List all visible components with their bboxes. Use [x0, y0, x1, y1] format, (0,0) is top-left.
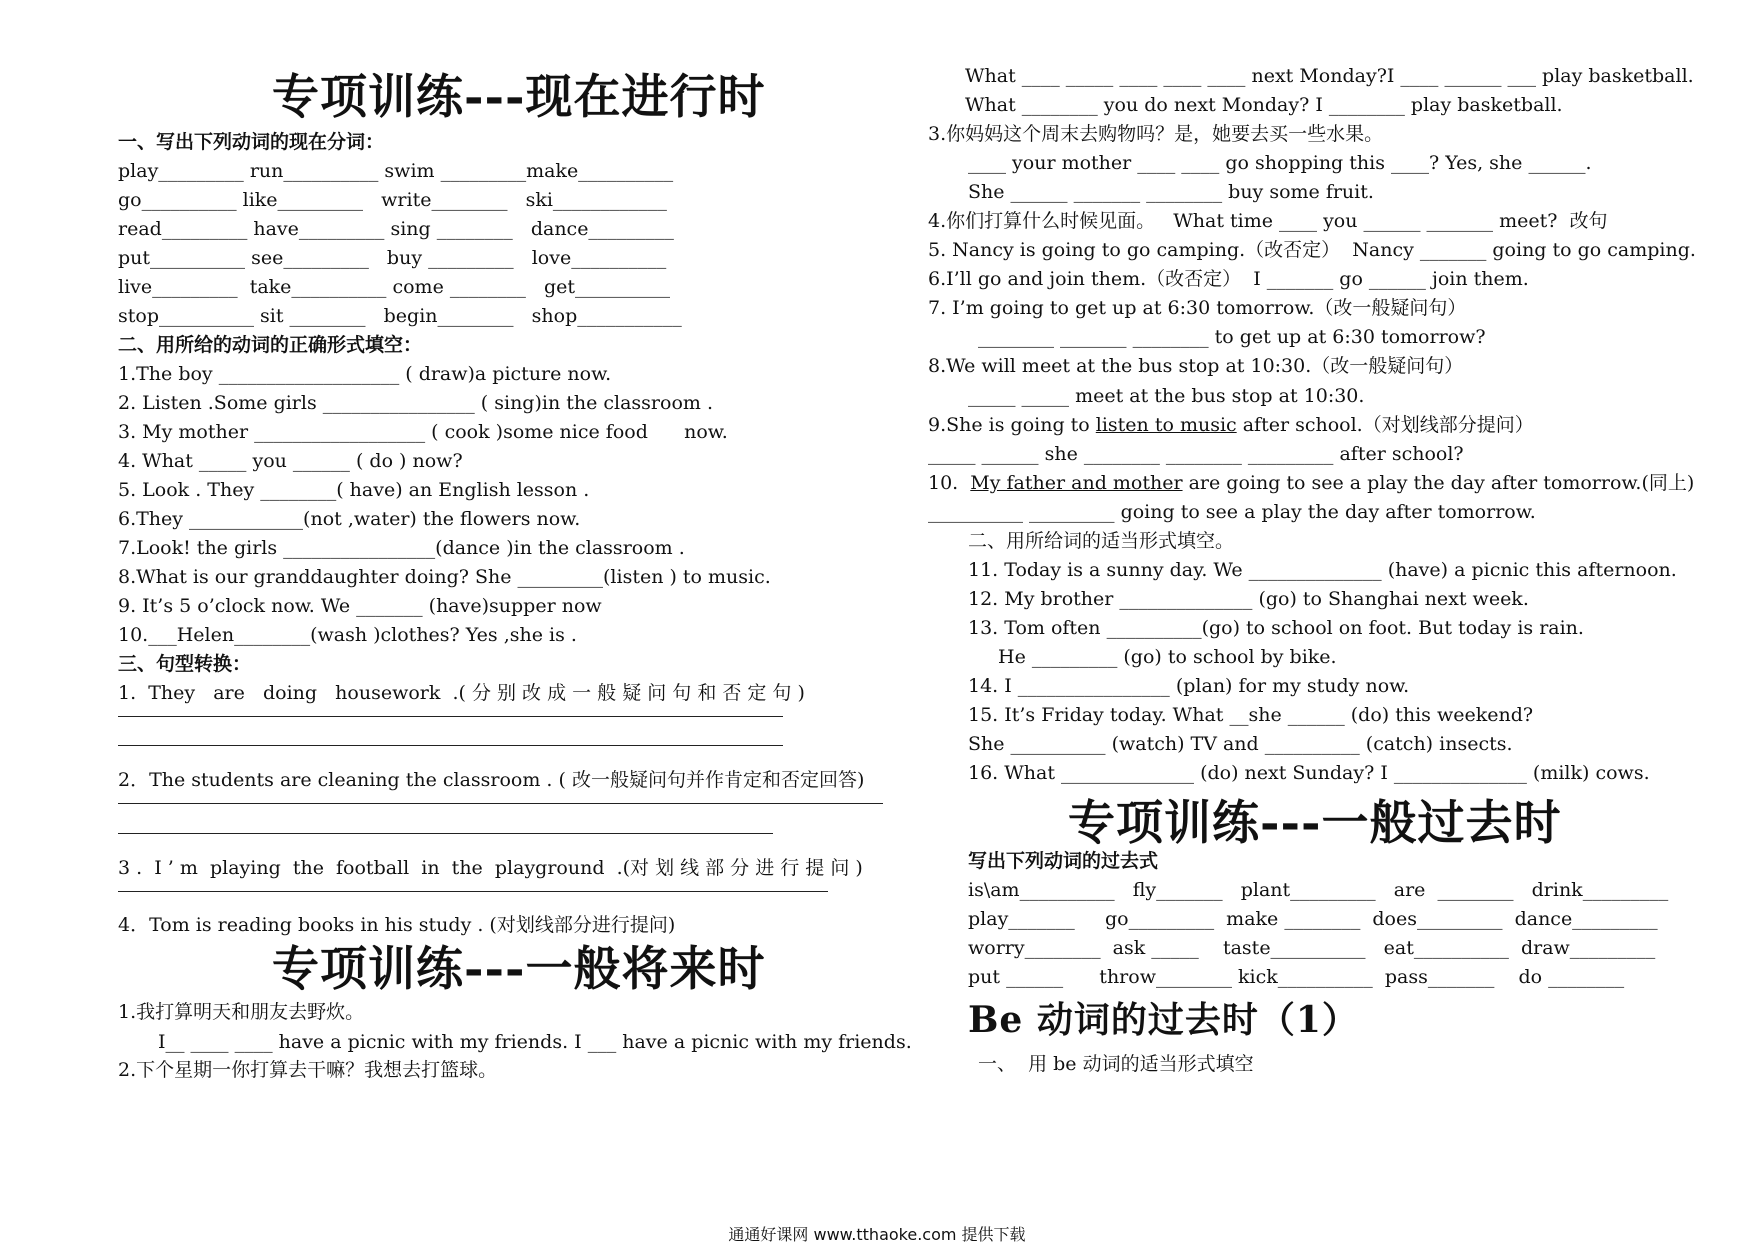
exercise-item: 8.We will meet at the bus stop at 10:30.（改一般疑问句） — [928, 355, 1464, 377]
verb-row: stop__________ sit ________ begin________ shop___________ — [118, 305, 682, 327]
transform-question: 3 . I ’ m playing the football in the playground .(对 划 线 部 分 进 行 提 问 ) — [118, 857, 863, 879]
verb-row: read_________ have_________ sing ________ dance_________ — [118, 218, 674, 240]
exercise-item: 9.She is going to listen to music after school.（对划线部分提问） — [928, 414, 1534, 436]
exercise-item: What ________ you do next Monday? I ________ play basketball. — [965, 94, 1563, 116]
transform-question: 2．The students are cleaning the classroom . ( 改一般疑问句并作肯定和否定回答) — [118, 769, 865, 791]
exercise-item: 12. My brother ______________ (go) to Shanghai next week. — [968, 588, 1529, 610]
verb-row: go__________ like_________ write________ ski____________ — [118, 189, 667, 211]
exercise-item: 1.The boy ___________________ ( draw)a picture now. — [118, 363, 612, 385]
exercise-item: 2. Listen .Some girls ________________ ( sing)in the classroom . — [118, 392, 713, 414]
exercise-item: _____ _____ meet at the bus stop at 10:30. — [968, 385, 1365, 407]
exercise-item: 14. I ________________ (plan) for my study now. — [968, 675, 1410, 697]
exercise-item: 10. My father and mother are going to see a play the day after tomorrow.(同上) — [928, 472, 1695, 494]
exercise-item: She ______ _______ ________ buy some fruit. — [968, 181, 1374, 203]
footer-credit: 通通好课网 www.tthaoke.com 提供下载 — [728, 1225, 1026, 1244]
exercise-item: I__ ____ ____ have a picnic with my friends. I ___ have a picnic with my friends. — [158, 1031, 912, 1053]
exercise-item: 2.下个星期一你打算去干嘛？我想去打篮球。 — [118, 1059, 498, 1081]
section-3-heading: 三、句型转换： — [118, 653, 252, 675]
title-simple-future: 专项训练---一般将来时 — [272, 942, 766, 997]
exercise-item: 6.I’ll go and join them.（改否定） I _______ go ______ join them. — [928, 268, 1529, 290]
exercise-item: 8.What is our granddaughter doing? She _________(listen ) to music. — [118, 566, 771, 588]
title-simple-past: 专项训练---一般过去时 — [1068, 796, 1562, 851]
exercise-item: 9. It’s 5 o’clock now. We _______ (have)supper now — [118, 595, 602, 617]
transform-question: 1. They are doing housework .( 分 别 改 成 一 般 疑 问 句 和 否 定 句 ) — [118, 682, 805, 704]
exercise-item: 5. Nancy is going to go camping.（改否定） Nancy _______ going to go camping. — [928, 239, 1696, 261]
exercise-item: __________ _________ going to see a play the day after tomorrow. — [928, 501, 1536, 523]
exercise-item: 15. It’s Friday today. What __she ______ (do) this weekend? — [968, 704, 1534, 726]
verb-row: play_________ run__________ swim _________make__________ — [118, 160, 674, 182]
verb-row: worry________ ask _____ taste__________ eat__________ draw_________ — [968, 937, 1656, 959]
exercise-item: 3.你妈妈这个周末去购物吗？是，她要去买一些水果。 — [928, 123, 1384, 145]
verb-row: is\am__________ fly_______ plant_________ are ________ drink_________ — [968, 879, 1669, 901]
past-tense-heading: 写出下列动词的过去式 — [968, 850, 1159, 872]
exercise-item: 4.你们打算什么时候见面。 What time ____ you ______ _______ meet? 改句 — [928, 210, 1608, 232]
exercise-item: 16. What ______________ (do) next Sunday? I ______________ (milk) cows. — [968, 762, 1650, 784]
section-1-heading: 一、写出下列动词的现在分词： — [118, 131, 385, 153]
exercise-item: What ____ _____ ____ ____ ____ next Monday?I ____ ______ ___ play basketball. — [965, 65, 1694, 87]
exercise-item: _____ ______ she ________ ________ _________ after school? — [928, 443, 1464, 465]
be-section-heading: 一、 用 be 动词的适当形式填空 — [978, 1053, 1254, 1075]
title-present-continuous: 专项训练---现在进行时 — [272, 70, 766, 125]
exercise-item: 3. My mother __________________ ( cook )some nice food now. — [118, 421, 728, 443]
exercise-item: 5. Look . They ________( have) an English lesson . — [118, 479, 590, 501]
answer-line — [118, 891, 828, 892]
exercise-item: 7. I’m going to get up at 6:30 tomorrow.（改一般疑问句） — [928, 297, 1467, 319]
exercise-item: ____ your mother ____ ____ go shopping this ____? Yes, she ______. — [968, 152, 1592, 174]
exercise-item: He _________ (go) to school by bike. — [998, 646, 1337, 668]
title-be-past: Be 动词的过去时（1） — [968, 999, 1359, 1041]
verb-row: put ______ throw________ kick__________ pass_______ do ________ — [968, 966, 1625, 988]
exercise-item: She __________ (watch) TV and __________ (catch) insects. — [968, 733, 1513, 755]
answer-line — [118, 716, 783, 717]
section-heading: 二、用所给词的适当形式填空。 — [968, 530, 1235, 552]
section-2-heading: 二、用所给的动词的正确形式填空： — [118, 334, 423, 356]
exercise-item: 4. What _____ you ______ ( do ) now? — [118, 450, 463, 472]
exercise-item: ________ _______ ________ to get up at 6:30 tomorrow? — [978, 326, 1486, 348]
exercise-item: 7.Look! the girls ________________(dance )in the classroom . — [118, 537, 685, 559]
transform-question: 4．Tom is reading books in his study . (对划线部分进行提问) — [118, 914, 676, 936]
underlined-phrase: My father and mother — [970, 472, 1183, 494]
answer-line — [118, 833, 773, 834]
underlined-phrase: listen to music — [1095, 414, 1237, 436]
exercise-item: 13. Tom often __________(go) to school on foot. But today is rain. — [968, 617, 1584, 639]
exercise-item: 1.我打算明天和朋友去野炊。 — [118, 1001, 365, 1023]
exercise-item: 6.They ____________(not ,water) the flowers now. — [118, 508, 581, 530]
verb-row: live_________ take__________ come ________ get__________ — [118, 276, 671, 298]
exercise-item: 10.___Helen________(wash )clothes? Yes ,she is . — [118, 624, 577, 646]
verb-row: put__________ see_________ buy _________ love__________ — [118, 247, 667, 269]
answer-line — [118, 803, 883, 804]
verb-row: play_______ go_________ make ________ does_________ dance_________ — [968, 908, 1658, 930]
answer-line — [118, 745, 783, 746]
exercise-item: 11. Today is a sunny day. We ______________ (have) a picnic this afternoon. — [968, 559, 1677, 581]
